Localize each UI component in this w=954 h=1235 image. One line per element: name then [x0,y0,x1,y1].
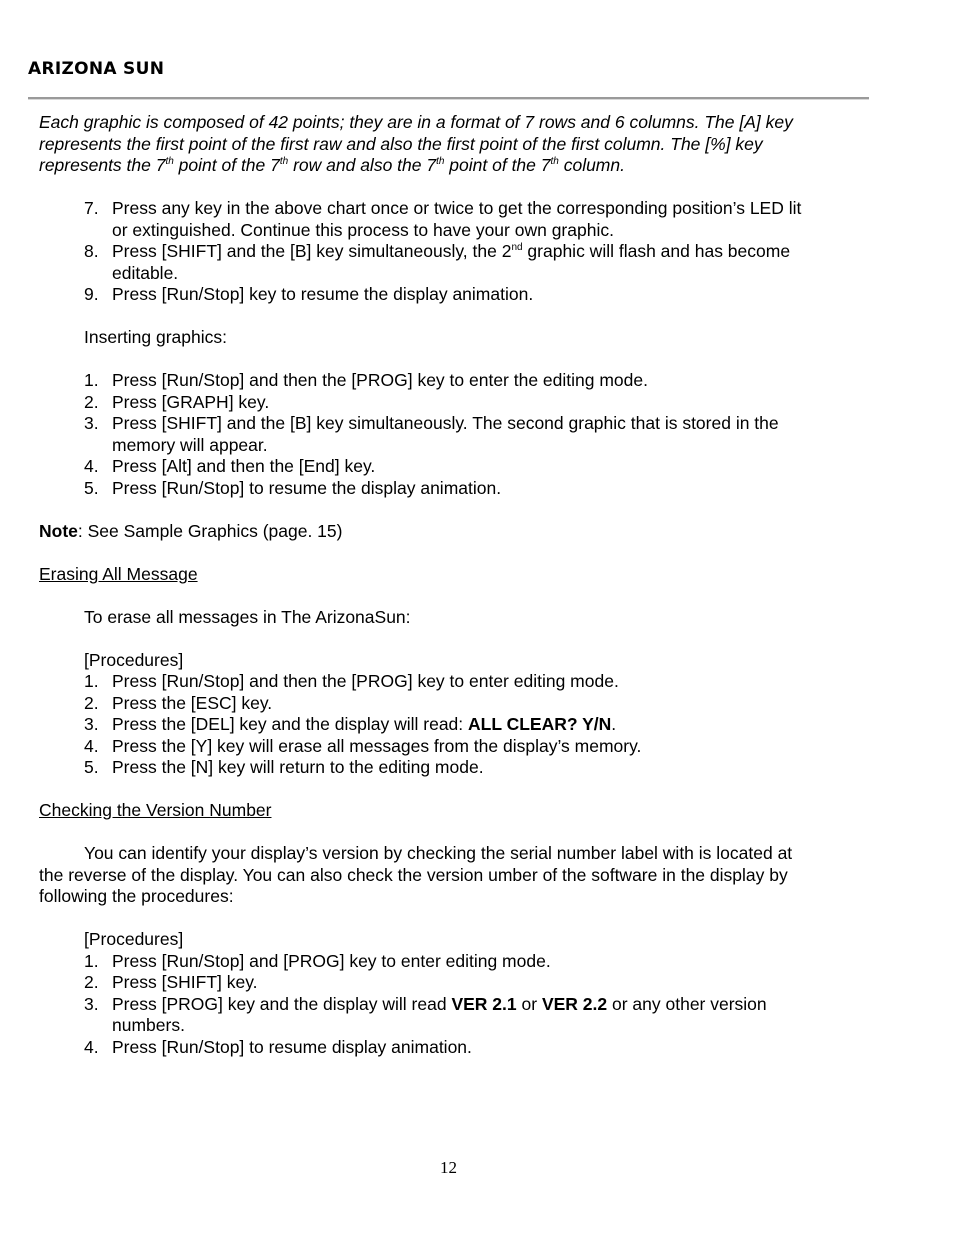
step-number: 7. [84,198,99,218]
section-title-version: Checking the Version Number [39,800,272,820]
step-number: 2. [84,972,99,992]
inserting-heading: Inserting graphics: [84,327,227,347]
step-text: Press [PROG] key and the display will read VER 2.1 or VER 2.2 or any other version [112,994,767,1014]
step-text: Press the [Y] key will erase all messages from the display’s memory. [112,736,642,756]
step-text: Press the [ESC] key. [112,693,273,713]
step-text-cont: numbers. [112,1015,185,1035]
step-number: 1. [84,671,99,691]
document-header: ARIZONA SUN [28,59,165,79]
erasing-intro: To erase all messages in The ArizonaSun: [84,607,411,627]
step-text: Press any key in the above chart once or twice to get the corresponding position’s LED lit [112,198,802,218]
step-number: 3. [84,994,99,1014]
step-text: Press the [DEL] key and the display will read: ALL CLEAR? Y/N. [112,714,617,734]
step-number: 5. [84,757,99,777]
step-number: 4. [84,736,99,756]
procedures-label: [Procedures] [84,929,184,949]
step-text: Press [SHIFT] and the [B] key simultaneously. The second graphic that is stored in the [112,413,779,433]
step-number: 2. [84,693,99,713]
step-text: Press [Run/Stop] and [PROG] key to enter editing mode. [112,951,551,971]
step-text: Press [Run/Stop] and then the [PROG] key to enter editing mode. [112,671,619,691]
step-number: 3. [84,413,99,433]
procedures-label: [Procedures] [84,650,184,670]
section-title-erasing: Erasing All Message [39,564,198,584]
version-para-line-3: following the procedures: [39,886,234,906]
step-text: Press the [N] key will return to the editing mode. [112,757,484,777]
step-number: 3. [84,714,99,734]
step-text: Press [Run/Stop] to resume display animation. [112,1037,472,1057]
step-text-cont: or extinguished. Continue this process to have your own graphic. [112,220,614,240]
intro-line-3: represents the 7th point of the 7th row and also the 7th point of the 7th column. [39,155,625,175]
note: Note: See Sample Graphics (page. 15) [39,521,343,541]
step-number: 4. [84,1037,99,1057]
step-text-cont: editable. [112,263,179,283]
step-number: 2. [84,392,99,412]
step-number: 4. [84,456,99,476]
step-number: 8. [84,241,99,261]
step-text: Press [Alt] and then the [End] key. [112,456,376,476]
intro-line-2: represents the first point of the first raw and also the first point of the first column. The [%] key [39,134,763,154]
step-text: Press [Run/Stop] and then the [PROG] key to enter the editing mode. [112,370,648,390]
step-text: Press [Run/Stop] to resume the display animation. [112,478,502,498]
step-text: Press [Run/Stop] key to resume the display animation. [112,284,534,304]
version-para-line-2: the reverse of the display. You can also check the version umber of the software in the display by [39,865,788,885]
step-number: 9. [84,284,99,304]
step-text-cont: memory will appear. [112,435,268,455]
step-text: Press [SHIFT] and the [B] key simultaneously, the 2nd graphic will flash and has become [112,241,791,261]
version-para-line-1: You can identify your display’s version by checking the serial number label with is located at [84,843,793,863]
page-number: 12 [440,1158,457,1177]
step-number: 1. [84,951,99,971]
intro-line-1: Each graphic is composed of 42 points; they are in a format of 7 rows and 6 columns. The [A] key [39,112,793,132]
step-number: 1. [84,370,99,390]
step-text: Press [GRAPH] key. [112,392,270,412]
step-number: 5. [84,478,99,498]
step-text: Press [SHIFT] key. [112,972,258,992]
header-rule [28,97,869,100]
